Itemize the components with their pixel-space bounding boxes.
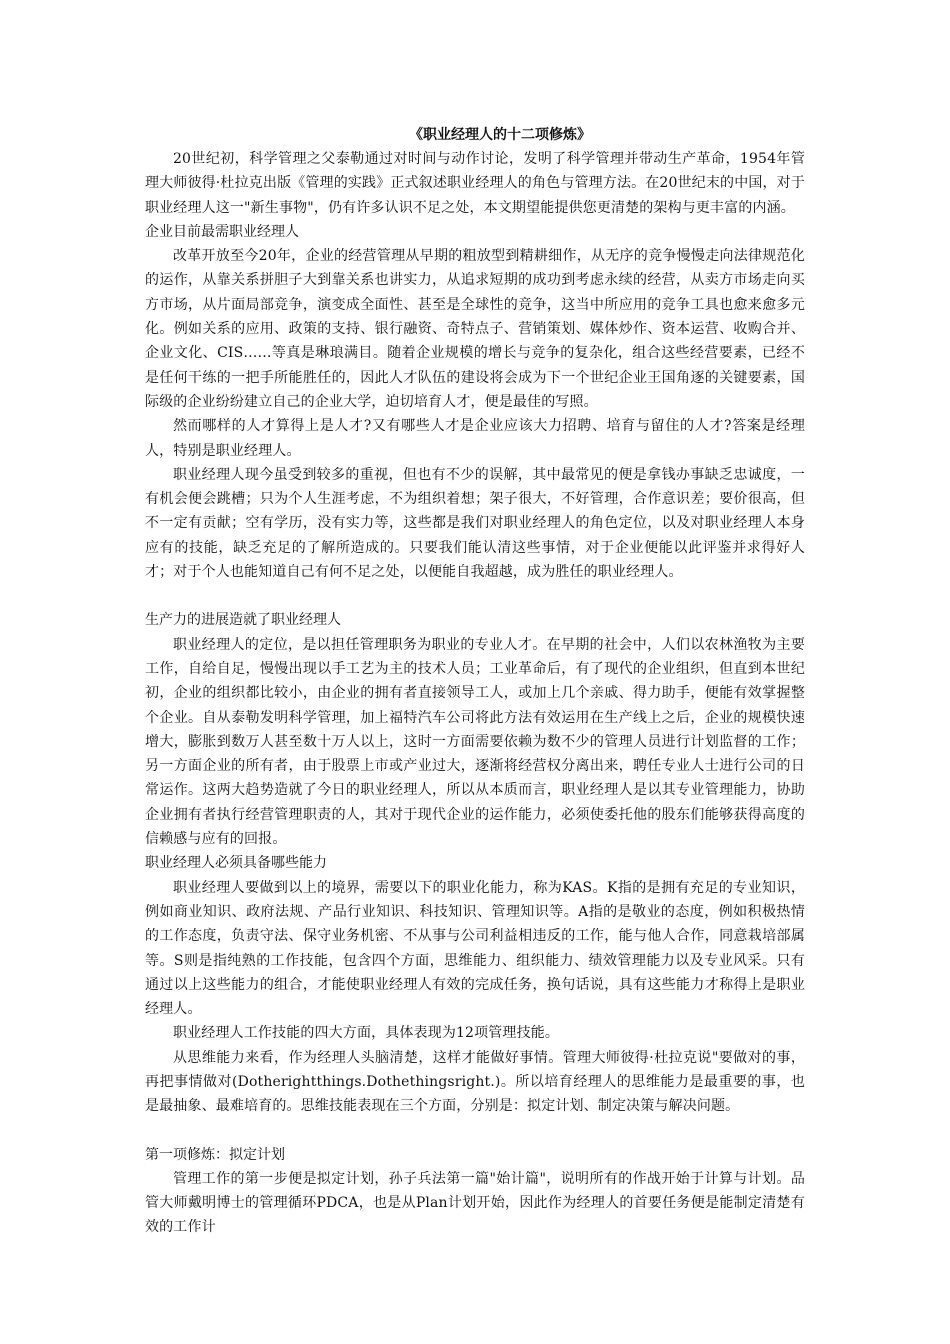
- document-page: [145, 123, 805, 1240]
- spacer: [145, 584, 805, 608]
- body-paragraph: 从思维能力来看，作为经理人头脑清楚，这样才能做好事情。管理大师彼得·杜拉克说"要做对的事，再把事情做对(Dotherightthings.Dothethingsright.)。所以培育经理人的思维能力是最重要的事，也是最抽象、最难培育的。思维技能表现在三个方面，分别是：拟定计划、制定决策与解决问题。: [145, 1049, 805, 1115]
- body-paragraph: 职业经理人的定位，是以担任管理职务为职业的专业人才。在早期的社会中，人们以农林渔牧为主要工作，自给自足，慢慢出现以手工艺为主的技术人员；工业革命后，有了现代的企业组织，但直到本世纪初，企业的组织都比较小，由企业的拥有者直接领导工人，或加上几个亲戚、得力助手，便能有效掌握整个企业。自从泰勒发明科学管理，加上福特汽车公司将此方法有效运用在生产线上之后，企业的规模快速增大，膨胀到数万人甚至数十万人以上，这时一方面需要依赖为数不少的管理人员进行计划监督的工作；另一方面企业的所有者，由于股票上市或产业过大，逐渐将经营权分离出来，聘任专业人士进行公司的日常运作。这两大趋势造就了今日的职业经理人，所以从本质而言，职业经理人是以其专业管理能力，协助企业拥有者执行经营管理职责的人，其对于现代企业的运作能力，必须使委托他的股东们能够获得高度的信赖感与应有的回报。: [145, 636, 805, 848]
- body-paragraph: 职业经理人要做到以上的境界，需要以下的职业化能力，称为KAS。K指的是拥有充足的专业知识，例如商业知识、政府法规、产品行业知识、科技知识、管理知识等。A指的是敬业的态度，例如积极热情的工作态度，负责守法、保守业务机密、不从事与公司利益相违反的工作，能与他人合作，同意栽培部属等。S则是指纯熟的工作技能，包含四个方面，思维能力、组织能力、绩效管理能力以及专业风采。只有通过以上这些能力的组合，才能使职业经理人有效的完成任务，换句话说，具有这些能力才称得上是职业经理人。: [145, 879, 805, 1018]
- body-paragraph: 职业经理人现今虽受到较多的重视，但也有不少的误解，其中最常见的便是拿钱办事缺乏忠诚度，一有机会便会跳槽；只为个人生涯考虑，不为组织着想；架子很大，不好管理，合作意识差；要价很高，但不一定有贡献；空有学历，没有实力等，这些都是我们对职业经理人的角色定位，以及对职业经理人本身应有的技能，缺乏充足的了解所造成的。只要我们能认清这些事情，对于企业便能以此评鉴并求得好人才；对于个人也能知道自己有何不足之处，以便能自我超越，成为胜任的职业经理人。: [145, 466, 805, 581]
- spacer: [145, 1119, 805, 1143]
- section-heading: 第一项修炼：拟定计划: [145, 1146, 285, 1163]
- body-paragraph: 改革开放至今20年，企业的经营管理从早期的粗放型到精耕细作，从无序的竞争慢慢走向法律规范化的运作，从靠关系拼胆子大到靠关系也讲实力，从追求短期的成功到考虑永续的经营，从卖方市场走向买方市场，从片面局部竞争，演变成全面性、甚至是全球性的竞争，这当中所应用的竞争工具也愈来愈多元化。例如关系的应用、政策的支持、银行融资、奇特点子、营销策划、媒体炒作、资本运营、收购合并、企业文化、CIS……等真是琳琅满目。随着企业规模的增长与竞争的复杂化，组合这些经营要素，已经不是任何干练的一把手所能胜任的，因此人才队伍的建设将会成为下一个世纪企业王国角逐的关键要素，国际级的企业纷纷建立自己的企业大学，迫切培育人才，便是最佳的写照。: [145, 248, 805, 410]
- body-paragraph: 职业经理人工作技能的四大方面，具体表现为12项管理技能。: [173, 1025, 560, 1042]
- section-heading: 职业经理人必须具备哪些能力: [145, 855, 327, 872]
- body-paragraph: 管理工作的第一步便是拟定计划，孙子兵法第一篇"始计篇"，说明所有的作战开始于计算与计划。品管大师戴明博士的管理循环PDCA，也是从Plan计划开始，因此作为经理人的首要任务便是能制定清楚有效的工作计: [145, 1170, 805, 1236]
- section-heading: 生产力的进展造就了职业经理人: [145, 612, 341, 629]
- section-heading: 企业目前最需职业经理人: [145, 223, 299, 240]
- intro-paragraph: 20世纪初，科学管理之父泰勒通过对时间与动作讨论，发明了科学管理并带动生产革命，1954年管理大师彼得·杜拉克出版《管理的实践》正式叙述职业经理人的角色与管理方法。在20世纪末的中国，对于职业经理人这一"新生事物"，仍有许多认识不足之处，本文期望能提供您更清楚的架构与更丰富的内涵。: [145, 151, 805, 216]
- body-paragraph: 然而哪样的人才算得上是人才?又有哪些人才是企业应该大力招聘、培育与留住的人才?答案是经理人，特别是职业经理人。: [145, 418, 805, 459]
- document-title: 《职业经理人的十二项修炼》: [409, 127, 591, 143]
